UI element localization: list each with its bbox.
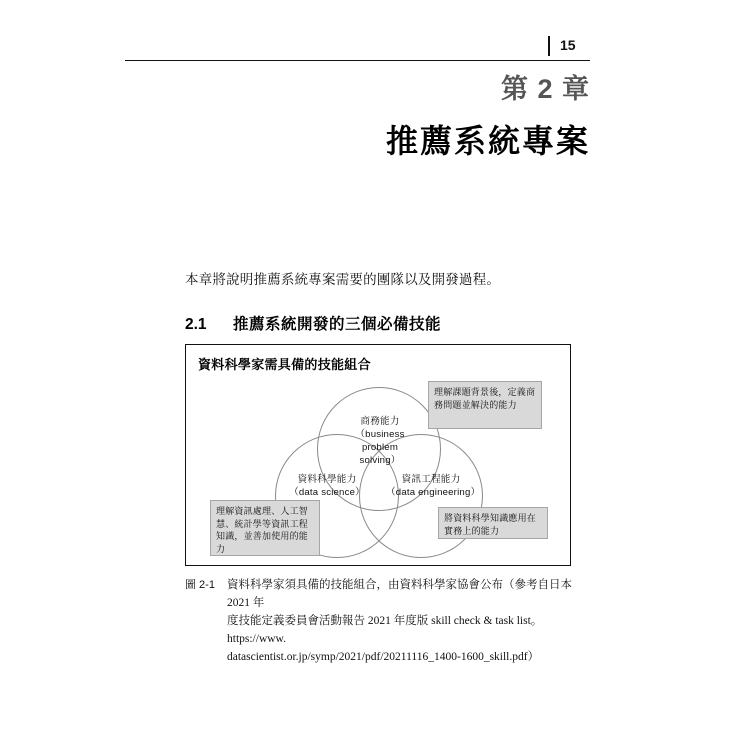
venn-label-data-science-line2: （data science）: [289, 487, 365, 498]
figure-caption: [185, 576, 585, 666]
venn-label-data-science-line1: 資料科學能力: [297, 474, 357, 485]
caption-line-2: 度技能定義委員會活動報告 2021 年度版 skill check & task list。https://www.: [227, 615, 543, 645]
section-title: 推薦系統開發的三個必備技能: [233, 316, 442, 333]
venn-label-business: [338, 415, 422, 467]
figure-2-1: [185, 344, 571, 566]
header-rule: [125, 60, 590, 61]
caption-line-1: 資料科學家須具備的技能組合，由資料科學家協會公布（參考自日本 2021 年: [227, 579, 572, 609]
callout-business: 理解課題背景後，定義商務問題並解決的能力: [428, 381, 542, 429]
chapter-heading: [160, 72, 590, 162]
section-heading: [185, 312, 615, 334]
venn-label-data-engineering-line1: 資訊工程能力: [401, 474, 461, 485]
page-header: [125, 34, 590, 64]
venn-label-business-line3: solving）: [359, 455, 401, 466]
venn-label-data-engineering: [386, 473, 481, 499]
page-number: 15: [560, 37, 576, 53]
caption-label: 圖 2-1: [185, 579, 215, 591]
venn-label-data-science: [282, 473, 372, 499]
caption-first-line: [185, 576, 585, 612]
callout-data-science-application: 將資料科學知識應用在實務上的能力: [438, 507, 548, 539]
section-number: 2.1: [185, 316, 207, 333]
venn-label-business-line1: 商務能力: [360, 416, 400, 427]
chapter-number: 第 2 章: [500, 74, 590, 104]
chapter-title: 推薦系統專案: [385, 123, 590, 159]
figure-title: 資料科學家需具備的技能組合: [198, 357, 371, 372]
callout-data-engineering-knowledge: 理解資訊處理、人工智慧、統計學等資訊工程知識，並善加使用的能力: [210, 500, 320, 556]
venn-diagram: [186, 345, 572, 567]
folio-divider: [548, 36, 550, 56]
venn-label-data-engineering-line2: （data engineering）: [386, 487, 481, 498]
intro-paragraph: 本章將說明推薦系統專案需要的團隊以及開發過程。: [185, 272, 501, 287]
venn-label-business-line2: （business problem: [355, 429, 405, 453]
caption-line-3: datascientist.or.jp/symp/2021/pdf/20211116_1400-1600_skill.pdf）: [227, 651, 540, 663]
